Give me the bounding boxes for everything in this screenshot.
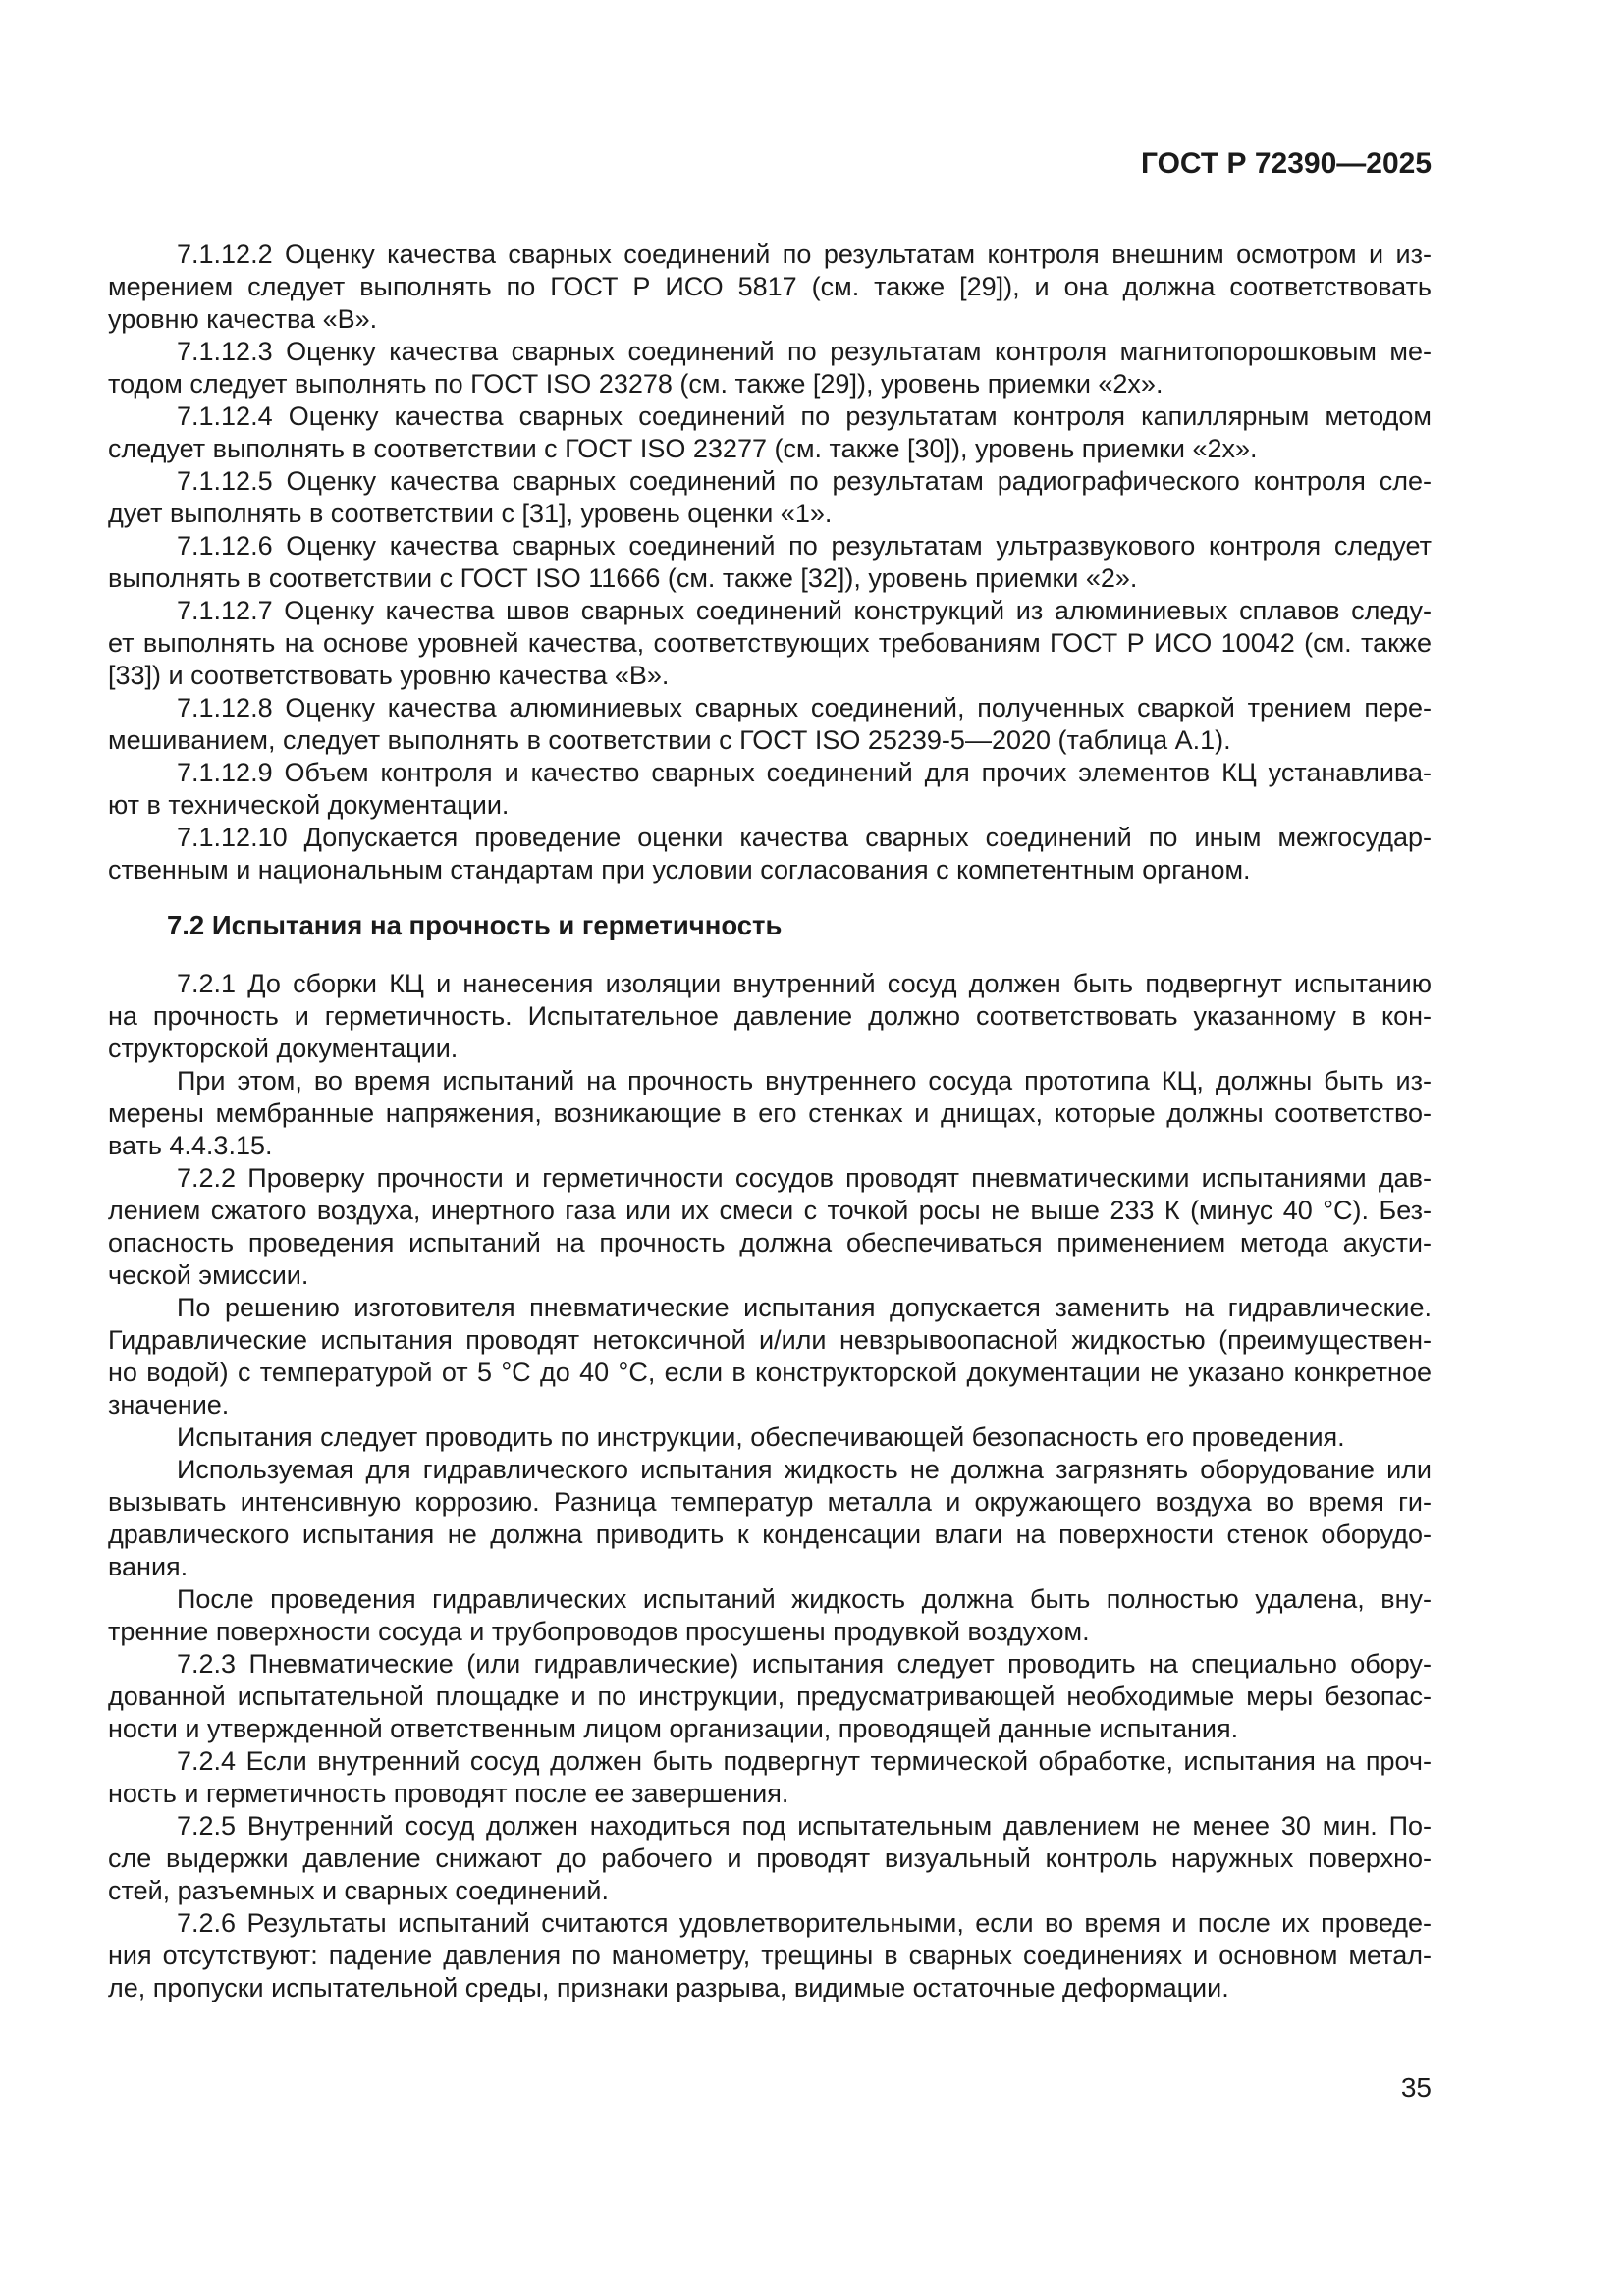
paragraph — [108, 336, 1432, 400]
text-line: 7.2.4 Если внутренний сосуд должен быть подвергнут термической обработке, испытания на проч- — [177, 1746, 1432, 1776]
text-line: 7.2.1 До сборки КЦ и нанесения изоляции внутренний сосуд должен быть подвергнут испытанию — [177, 969, 1432, 998]
text-line: вать 4.4.3.15. — [108, 1131, 273, 1160]
paragraph — [108, 1162, 1432, 1292]
text-line: ют в технической документации. — [108, 790, 510, 820]
document-content-area — [108, 147, 1432, 2004]
paragraph — [108, 1648, 1432, 1745]
paragraph — [108, 757, 1432, 822]
text-line: 7.1.12.8 Оценку качества алюминиевых сварных соединений, полученных сваркой трением пере- — [177, 693, 1432, 722]
paragraph — [108, 692, 1432, 757]
text-line: тренние поверхности сосуда и трубопроводов просушены продувкой воздухом. — [108, 1617, 1090, 1646]
text-line: 7.1.12.4 Оценку качества сварных соединений по результатам контроля капиллярным методом — [177, 401, 1432, 431]
paragraph — [108, 1421, 1432, 1454]
text-line: но водой) с температурой от 5 °С до 40 °С, если в конструкторской документации не указано конкретное — [108, 1358, 1432, 1387]
paragraph — [108, 1810, 1432, 1907]
text-line: тодом следует выполнять по ГОСТ ISO 23278 (см. также [29]), уровень приемки «2х». — [108, 369, 1164, 399]
text-line: По решению изготовителя пневматические испытания допускается заменить на гидравлические. — [177, 1293, 1432, 1322]
text-line: 7.1.12.7 Оценку качества швов сварных соединений конструкций из алюминиевых сплавов следу- — [177, 596, 1432, 625]
text-line: стей, разъемных и сварных соединений. — [108, 1876, 610, 1905]
text-line: дованной испытательной площадке и по инструкции, предусматривающей необходимые меры безопас- — [108, 1682, 1432, 1711]
text-line: вызывать интенсивную коррозию. Разница температур металла и окружающего воздуха во время ги- — [108, 1487, 1432, 1517]
text-line: После проведения гидравлических испытаний жидкость должна быть полностью удалена, вну- — [177, 1584, 1432, 1614]
text-line: 7.1.12.5 Оценку качества сварных соединений по результатам радиографического контроля сле- — [177, 466, 1432, 496]
text-line: на прочность и герметичность. Испытательное давление должно соответствовать указанному в кон- — [108, 1001, 1432, 1031]
text-line: ческой эмиссии. — [108, 1260, 309, 1290]
text-line: дует выполнять в соответствии с [31], уровень оценки «1». — [108, 499, 833, 528]
paragraph — [108, 465, 1432, 530]
text-line: мешиванием, следует выполнять в соответствии с ГОСТ ISO 25239-5—2020 (таблица А.1). — [108, 725, 1231, 755]
text-line: следует выполнять в соответствии с ГОСТ ISO 23277 (см. также [30]), уровень приемки «2х». — [108, 434, 1258, 463]
text-line: ственным и национальным стандартам при условии согласования с компетентным органом. — [108, 855, 1251, 884]
section-heading: 7.2 Испытания на прочность и герметичность — [167, 910, 783, 940]
paragraph — [108, 400, 1432, 465]
text-line: дравлического испытания не должна приводить к конденсации влаги на поверхности стенок оборудо- — [108, 1520, 1432, 1549]
text-line: ния отсутствуют: падение давления по манометру, трещины в сварных соединениях и основном метал- — [108, 1941, 1432, 1970]
text-line: лением сжатого воздуха, инертного газа или их смеси с точкой росы не выше 233 К (минус 40 °С). Без- — [108, 1196, 1432, 1225]
document-body — [108, 239, 1432, 2004]
paragraph — [108, 1907, 1432, 2004]
text-line: 7.2.2 Проверку прочности и герметичности сосудов проводят пневматическими испытаниями дав- — [177, 1163, 1432, 1193]
text-line: мерены мембранные напряжения, возникающие в его стенках и днищах, которые должны соответство- — [108, 1098, 1432, 1128]
text-line: [33]) и соответствовать уровню качества «В». — [108, 661, 670, 690]
text-line: Гидравлические испытания проводят нетоксичной и/или невзрывоопасной жидкостью (преимуществен- — [108, 1325, 1432, 1355]
text-line: 7.1.12.9 Объем контроля и качество сварных соединений для прочих элементов КЦ устанавлива- — [177, 758, 1432, 787]
text-line: 7.2.6 Результаты испытаний считаются удовлетворительными, если во время и после их проведе- — [177, 1908, 1432, 1938]
text-line: структорской документации. — [108, 1034, 459, 1063]
running-header: ГОСТ Р 72390—2025 — [1140, 147, 1432, 180]
paragraph — [108, 239, 1432, 336]
paragraph — [108, 822, 1432, 886]
text-line: уровню качества «В». — [108, 304, 378, 334]
text-line: Используемая для гидравлического испытания жидкость не должна загрязнять оборудование или — [177, 1455, 1432, 1484]
text-line: вания. — [108, 1552, 189, 1581]
text-line: 7.1.12.6 Оценку качества сварных соединений по результатам ультразвукового контроля следует — [177, 531, 1432, 561]
text-line: 7.2.5 Внутренний сосуд должен находиться под испытательным давлением не менее 30 мин. По- — [177, 1811, 1432, 1841]
text-line: опасность проведения испытаний на прочность должна обеспечиваться применением метода акусти- — [108, 1228, 1432, 1257]
text-line: ность и герметичность проводят после ее завершения. — [108, 1779, 789, 1808]
paragraph — [108, 1065, 1432, 1162]
text-line: 7.1.12.10 Допускается проведение оценки качества сварных соединений по иным межгосудар- — [177, 823, 1432, 852]
text-line: ности и утвержденной ответственным лицом организации, проводящей данные испытания. — [108, 1714, 1239, 1743]
paragraph — [108, 968, 1432, 1065]
text-line: значение. — [108, 1390, 230, 1419]
text-line: выполнять в соответствии с ГОСТ ISO 11666 (см. также [32]), уровень приемки «2». — [108, 563, 1138, 593]
text-line: 7.1.12.2 Оценку качества сварных соединений по результатам контроля внешним осмотром и из- — [177, 240, 1432, 269]
paragraph — [108, 1583, 1432, 1648]
paragraph — [108, 1292, 1432, 1421]
page-number: 35 — [1400, 2072, 1432, 2103]
paragraph — [108, 1454, 1432, 1583]
text-line: При этом, во время испытаний на прочность внутреннего сосуда прототипа КЦ, должны быть из- — [177, 1066, 1432, 1095]
text-line: Испытания следует проводить по инструкции, обеспечивающей безопасность его проведения. — [177, 1422, 1345, 1452]
text-line: ле, пропуски испытательной среды, признаки разрыва, видимые остаточные деформации. — [108, 1973, 1229, 2002]
paragraph — [108, 595, 1432, 692]
text-line: 7.1.12.3 Оценку качества сварных соединений по результатам контроля магнитопорошковым ме- — [177, 337, 1432, 366]
text-line: мерением следует выполнять по ГОСТ Р ИСО 5817 (см. также [29]), и она должна соответствовать — [108, 272, 1432, 301]
text-line: ет выполнять на основе уровней качества, соответствующих требованиям ГОСТ Р ИСО 10042 (см. также — [108, 628, 1432, 658]
text-line: сле выдержки давление снижают до рабочего и проводят визуальный контроль наружных поверхно- — [108, 1843, 1432, 1873]
paragraph — [108, 530, 1432, 595]
text-line: 7.2.3 Пневматические (или гидравлические) испытания следует проводить на специально обору- — [177, 1649, 1432, 1679]
paragraph — [108, 1745, 1432, 1810]
